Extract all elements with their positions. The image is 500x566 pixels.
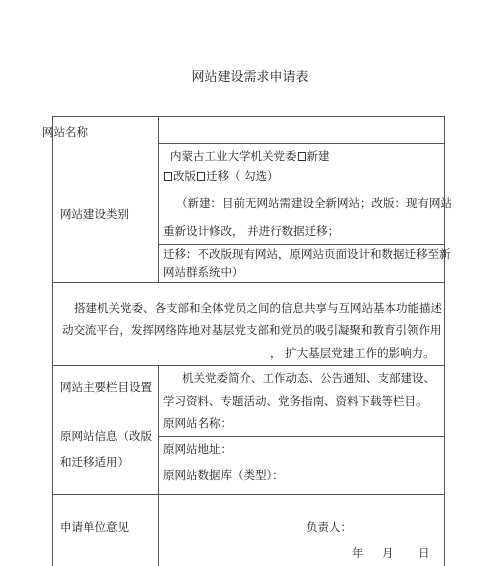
original-name: 原网站名称： [163,416,232,430]
columns-line-2: 学习资料、专题活动、党务指南、资料下载等栏目。 [163,394,428,408]
table-border-top [52,116,444,117]
site-type-line2 [163,171,279,183]
option-revamp-label: 改版 [173,169,196,183]
site-type-label: 网站建设类别 [60,207,129,221]
row-divider-original-bottom [52,494,444,495]
site-type-unit: 内蒙古工业大学机关党委 [170,149,297,163]
purpose-line-2: 动交流平台，发挥网络阵地对基层党支部和党员的吸引凝聚和教育引领作用 [62,323,442,337]
opinion-responsible: 负责人： [306,520,352,534]
original-label-1: 原网站信息（改版 [60,429,152,443]
columns-label: 网站主要栏目设置 [60,380,152,394]
purpose-line-1: 搭建机关党委、各支部和全体党员之间的信息共享与互网站基本功能描述 [74,301,442,315]
original-label-2: 和迁移适用） [60,455,129,469]
purpose-line-3: ， 扩大基层党建工作的影响力。 [270,346,435,360]
opinion-day: 日 [418,546,430,560]
column-divider-upper [158,116,159,282]
option-migrate-label: 迁移（ 勾选） [206,169,279,183]
table-border-left [52,116,53,566]
site-type-note-1: （新建：目前无网站需建设全新网站；改版：现有网站 [176,196,452,210]
column-divider-lower [158,365,159,566]
opinion-year: 年 [352,546,364,560]
option-new-label: 新建 [306,149,330,163]
row-divider-name [158,143,444,144]
opinion-label: 申请单位意见 [60,520,129,534]
site-type-note-2: 重新设计修改， 并进行数据迁移； [163,224,340,238]
columns-line-1: 机关党委简介、工作动态、公告通知、支部建设、 [182,371,435,385]
site-name-label: 网站名称 [42,125,88,139]
table-border-right [444,116,445,566]
page-title: 网站建设需求申请表 [191,70,309,85]
site-type-note-3: 迁移：不改版现有网站，原网站页面设计和数据迁移至新 [163,247,451,261]
row-divider-original-name [158,436,444,437]
site-type-line1 [170,151,330,163]
row-divider-type-note [158,244,444,245]
row-divider-purpose-bottom [52,365,444,366]
opinion-month: 月 [382,546,394,560]
original-address: 原网站地址： [163,442,232,456]
row-divider-purpose-top [52,282,444,283]
checkbox-revamp[interactable] [164,172,172,181]
site-type-note-4: 网站群系统中） [163,265,244,279]
checkbox-migrate[interactable] [197,172,205,181]
original-database: 原网站数据库（类型）： [163,468,284,482]
checkbox-new[interactable] [298,152,306,161]
